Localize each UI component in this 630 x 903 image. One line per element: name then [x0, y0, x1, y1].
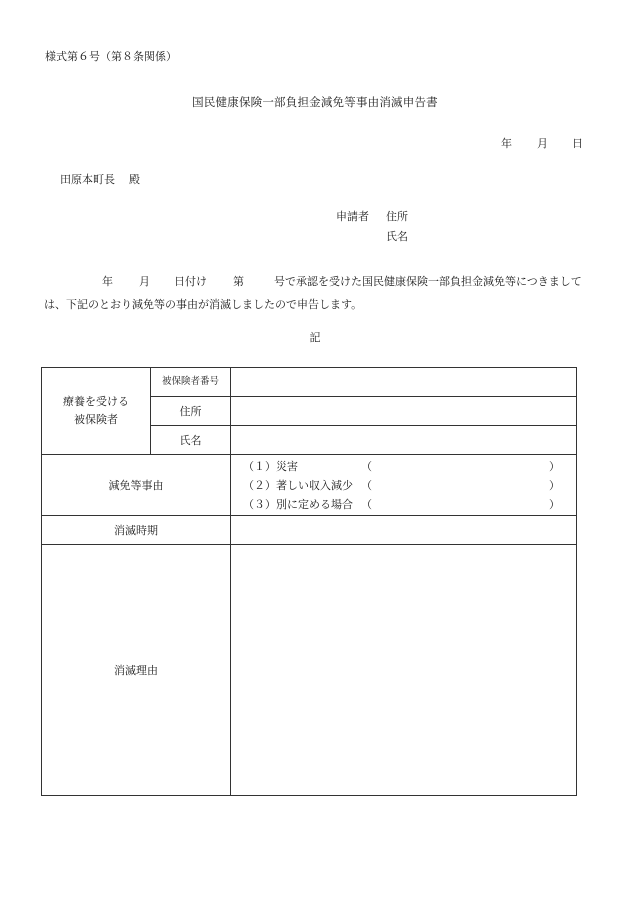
recipient-address-label: 住所 [150, 396, 231, 426]
extinction-date-label: 消滅時期 [41, 515, 231, 545]
applicant-address-label: 住所 [386, 210, 408, 223]
applicant-label: 申請者 [336, 210, 369, 223]
recipient-header [41, 367, 151, 455]
addressee-honorific: 殿 [129, 173, 140, 186]
addressee-name: 田原本町長 [60, 173, 115, 186]
recipient-name-label: 氏名 [150, 425, 231, 455]
body-year: 年 [102, 275, 113, 288]
body-dai: 第 [233, 275, 244, 288]
date-month-label: 月 [537, 137, 548, 150]
addressee [60, 174, 140, 185]
insured-number-field[interactable] [230, 367, 577, 397]
reason-option-3-open: （ [361, 498, 372, 511]
reduction-reason-label: 減免等事由 [41, 454, 231, 516]
reason-option-3-label: （３）別に定める場合 [243, 498, 353, 511]
reason-option-3[interactable] [243, 495, 560, 514]
reason-option-2-open: （ [361, 479, 372, 492]
reason-option-2-label: （２）著しい収入減少 [243, 479, 353, 492]
declaration-text [44, 270, 589, 316]
insured-number-label: 被保険者番号 [150, 367, 231, 397]
reason-option-1-open: （ [361, 460, 372, 473]
extinction-reason-field[interactable] [230, 544, 577, 796]
application-table [41, 367, 577, 796]
body-sentence: 号で承認を受けた国民健康保険一部負担金減免等につきましては、下記のとおり減免等の事由が消滅しましたので申告します。 [44, 275, 582, 311]
reduction-reason-options [230, 454, 577, 516]
date-day-label: 日 [572, 137, 583, 150]
recipient-address-field[interactable] [230, 396, 577, 426]
reason-option-3-close: ） [549, 498, 560, 511]
date-year-label: 年 [501, 137, 512, 150]
reason-option-1[interactable] [243, 457, 560, 476]
ki-label: 記 [309, 331, 321, 344]
reason-option-2[interactable] [243, 476, 560, 495]
reason-option-2-close: ） [549, 479, 560, 492]
body-month: 月 [139, 275, 150, 288]
form-number: 様式第６号（第８条関係） [45, 50, 177, 63]
recipient-name-field[interactable] [230, 425, 577, 455]
extinction-date-field[interactable] [230, 515, 577, 545]
recipient-line2: 被保険者 [74, 413, 118, 426]
body-dated: 日付け [174, 275, 207, 288]
document-title: 国民健康保険一部負担金減免等事由消滅申告書 [192, 95, 438, 109]
extinction-reason-label: 消滅理由 [41, 544, 231, 796]
recipient-line1: 療養を受ける [63, 395, 129, 408]
reason-option-1-close: ） [549, 460, 560, 473]
applicant-name-label: 氏名 [386, 230, 408, 243]
reason-option-1-label: （１）災害 [243, 460, 298, 473]
